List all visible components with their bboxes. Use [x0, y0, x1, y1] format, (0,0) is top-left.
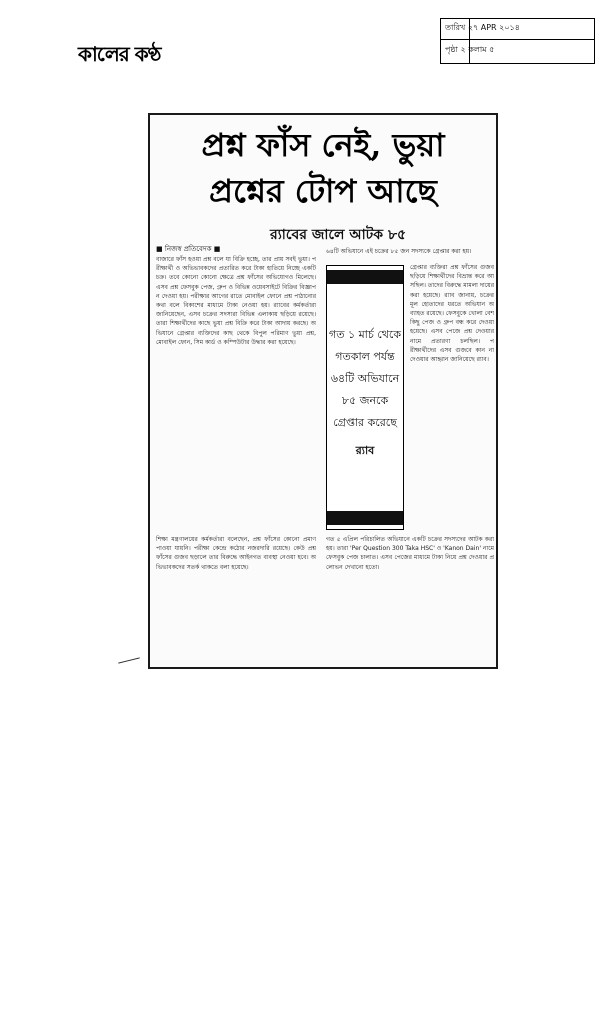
callout-line-2: গতকাল পর্যন্ত: [335, 350, 395, 363]
callout-line-4: ৮৫ জনকে: [341, 394, 389, 407]
stamp-date-row: [445, 21, 590, 35]
callout-line-6: র‍্যাব: [355, 444, 375, 457]
stamp-page-value: ২: [460, 45, 466, 54]
stamp-rule: [441, 39, 594, 40]
article-column-1: বাজারে ফাঁস হওয়া প্রশ্ন বলে যা বিক্রি হচ্ছে, তার প্রায় সবই ভুয়া। পরীক্ষার্থী ও অভিভাবকদের প্রতারিত করে টাকা হাতিয়ে নিচ্ছে একটি চক্র। তবে কোনো কোনো ক্ষেত্রে প্রশ্ন ফাঁসের অভিযোগও মিলেছে। এসব প্রশ্ন ফেসবুক পেজ, গ্রুপ ও বিভিন্ন ওয়েবসাইটে বিক্রির বিজ্ঞাপন দেওয়া হয়। পরীক্ষার আগের রাতে মোবাইল ফোনে প্রশ্ন পাঠানোর কথা বলে বিকাশের মাধ্যমে টাকা নেওয়া হয়। র‍্যাবের কর্মকর্তারা জানিয়েছেন, এসব চক্রের সদস্যরা বিভিন্ন এলাকায় ছড়িয়ে রয়েছে। তারা শিক্ষার্থীদের কাছে ভুয়া প্রশ্ন বিক্রি করে টাকা আদায় করছে। অভিযানে গ্রেপ্তার ব্যক্তিদের কাছ থেকে বিপুল পরিমাণ ভুয়া প্রশ্ন, মোবাইল ফোন, সিম কার্ড ও কম্পিউটার উদ্ধার করা হয়েছে।: [156, 256, 316, 346]
callout-line-3: ৬৪টি অভিযানে: [330, 372, 400, 385]
archive-stamp: [440, 18, 595, 64]
callout-bottom-bar: [327, 511, 403, 525]
stamp-page-label: পৃষ্ঠা: [445, 45, 458, 54]
article-column-2: ৬৪টি অভিযানে এই চক্রের ৮৫ জন সদস্যকে গ্রেপ্তার করা হয়।: [326, 248, 472, 255]
stamp-date-label: তারিখ: [445, 23, 466, 32]
stamp-date-value: ২৭ APR ২০১৪: [467, 23, 520, 32]
callout-line-1: গত ১ মার্চ থেকে: [328, 328, 402, 341]
article-column-3: গ্রেপ্তার ব্যক্তিরা প্রশ্ন ফাঁসের গুজব ছড়িয়ে শিক্ষার্থীদের বিভ্রান্ত করে আসছিল। তাদের বিরুদ্ধে মামলা দায়ের করা হয়েছে। র‍্যাব জানায়, চক্রের মূল হোতাদের ধরতে অভিযান অব্যাহত রয়েছে। ফেসবুকে খোলা বেশ কিছু পেজ ও গ্রুপ বন্ধ করে দেওয়া হয়েছে। এসব পেজে প্রশ্ন দেওয়ার নামে প্রতারণা চলছিল। পরীক্ষার্থীদের এসব গুজবে কান না দেওয়ার আহ্বান জানিয়েছে র‍্যাব।: [410, 264, 494, 364]
callout-box: [326, 265, 404, 530]
article-column-4: শিক্ষা মন্ত্রণালয়ের কর্মকর্তারা বলেছেন, প্রশ্ন ফাঁসের কোনো প্রমাণ পাওয়া যায়নি। পরীক্ষা কেন্দ্রে কঠোর নজরদারি রয়েছে। কেউ প্রশ্ন ফাঁসের গুজব ছড়ালে তার বিরুদ্ধে আইনগত ব্যবস্থা নেওয়া হবে। অভিভাবকদের সতর্ক থাকতে বলা হয়েছে।: [156, 536, 316, 571]
stamp-column-value: ৫: [489, 45, 495, 54]
stray-pen-mark: [118, 657, 140, 663]
stamp-page-row: [445, 43, 590, 57]
newspaper-clipping: [148, 113, 498, 669]
callout-line-5: গ্রেপ্তার করেছে: [333, 416, 397, 429]
subheadline: র‍্যাবের জালে আটক ৮৫: [270, 227, 407, 243]
headline-line-2: প্রশ্নের টোপ আছে: [209, 172, 437, 210]
stamp-column-label: কলাম: [468, 45, 487, 54]
headline-line-1: প্রশ্ন ফাঁস নেই, ভুয়া: [201, 126, 445, 164]
reporter-byline: ■ নিজস্ব প্রতিবেদক ■: [156, 245, 221, 253]
article-column-5: গত ৫ এপ্রিল পরিচালিত অভিযানে একটি চক্রের সদস্যদের আটক করা হয়। তারা 'Per Question 300 Taka HSC' ও 'Kanon Dain' নামে ফেসবুক পেজ চালাত। এসব পেজের মাধ্যমে টাকা নিয়ে প্রশ্ন দেওয়ার প্রলোভন দেখানো হতো।: [326, 536, 494, 571]
callout-top-bar: [327, 270, 403, 284]
newspaper-masthead: কালের কণ্ঠ: [78, 42, 161, 66]
